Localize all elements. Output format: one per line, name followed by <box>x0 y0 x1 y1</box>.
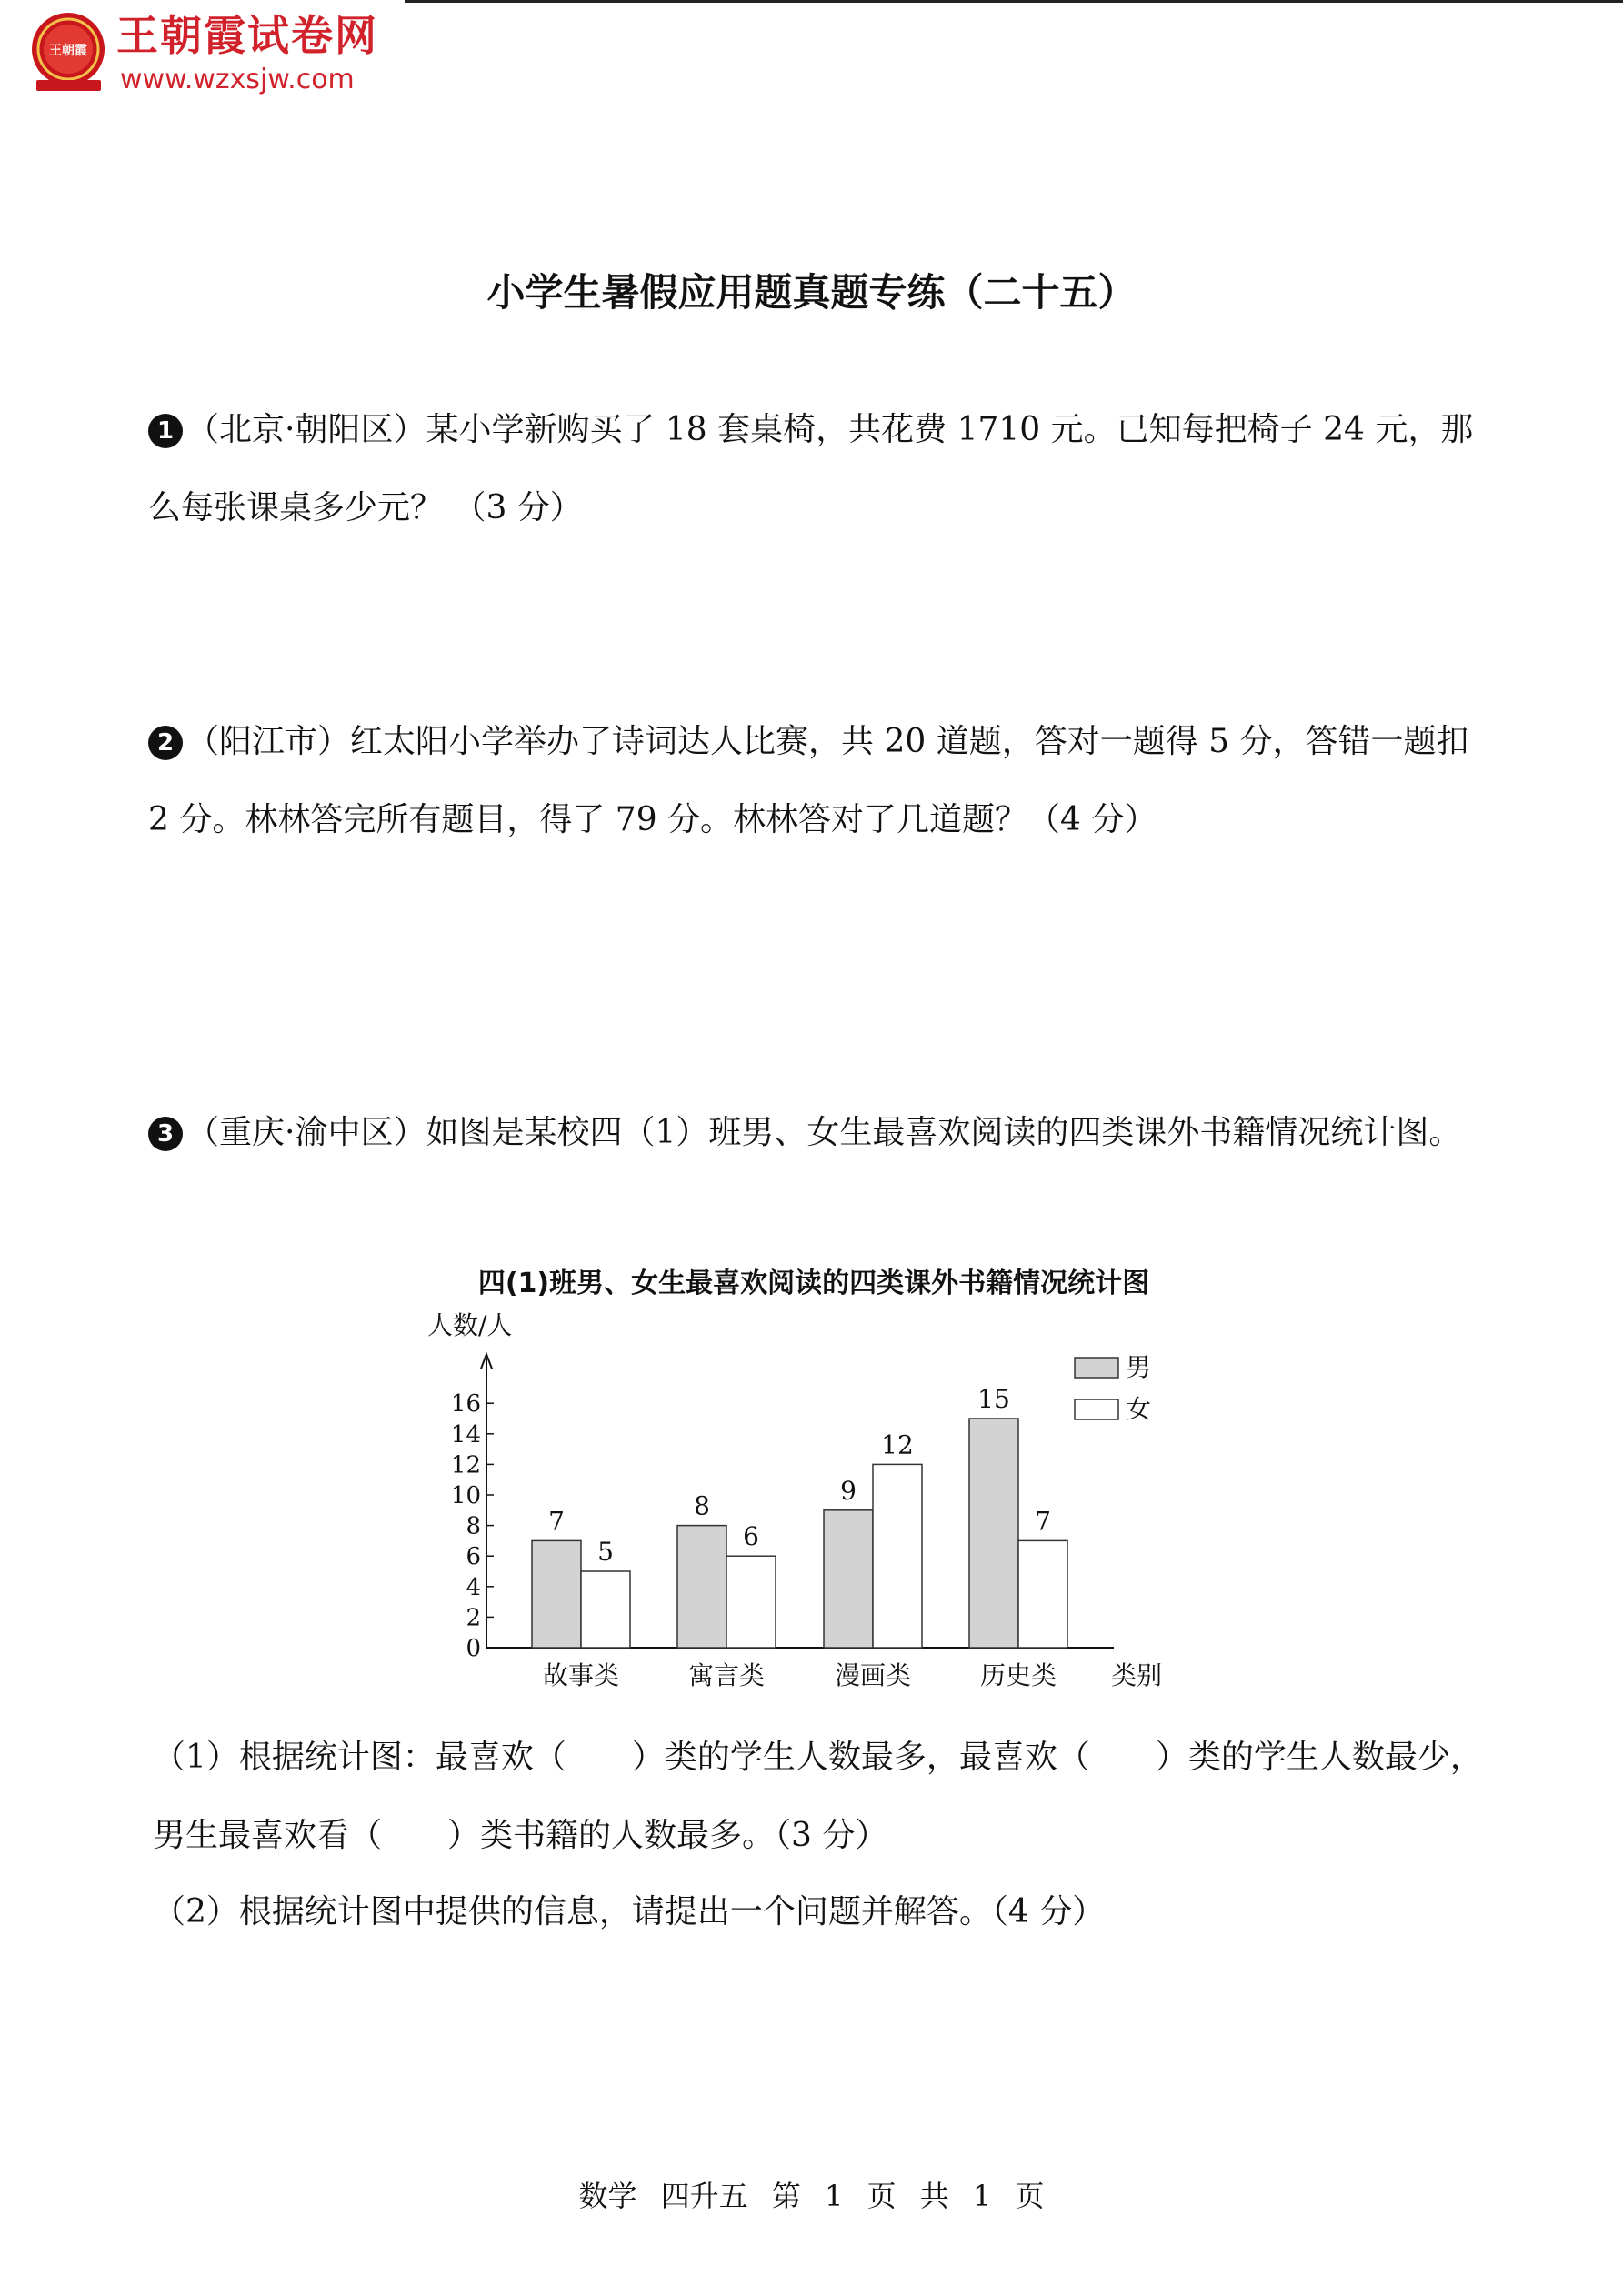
bar-boys <box>824 1510 873 1648</box>
brand-name: 王朝霞试卷网 <box>116 11 378 60</box>
bar-boys <box>532 1540 581 1648</box>
brand-url: www.wzxsjw.com <box>120 64 355 95</box>
x-tick-label: 历史类 <box>979 1660 1057 1690</box>
header-rule <box>405 0 1623 3</box>
question-number-badge: 3 <box>148 1117 183 1151</box>
question-text: （北京·朝阳区）某小学新购买了 18 套桌椅，共花费 1710 元。已知每把椅子 24 元，那么每张课桌多少元？ （3 分） <box>148 411 1474 526</box>
page-title: 小学生暑假应用题真题专练（二十五） <box>486 270 1137 315</box>
question-3 <box>148 1094 1494 1172</box>
legend-swatch <box>1075 1399 1118 1419</box>
x-axis-label: 类别 <box>1110 1660 1163 1690</box>
y-tick-label: 10 <box>450 1482 481 1509</box>
data-label: 8 <box>694 1490 710 1521</box>
sub-question-1: （1）根据统计图：最喜欢（ ）类的学生人数最多，最喜欢（ ）类的学生人数最少，男生最喜欢看（ ）类书籍的人数最多。（3 分） <box>153 1739 1483 1854</box>
x-tick-label: 故事类 <box>542 1660 620 1690</box>
y-tick-label: 12 <box>450 1451 481 1479</box>
bar-girls <box>581 1571 630 1648</box>
question-text: （重庆·渝中区）如图是某校四（1）班男、女生最喜欢阅读的四类课外书籍情况统计图。 <box>186 1114 1462 1151</box>
y-tick-label: 6 <box>466 1543 481 1571</box>
data-label: 15 <box>977 1384 1010 1414</box>
question-2 <box>148 703 1494 859</box>
question-1 <box>148 391 1494 547</box>
y-tick-label: 14 <box>450 1420 481 1449</box>
page-footer: 数学 四升五 第 1 页 共 1 页 <box>578 2179 1045 2213</box>
data-label: 7 <box>548 1506 565 1537</box>
question-number-badge: 2 <box>148 726 183 760</box>
bar-boys <box>677 1526 726 1648</box>
x-tick-label: 寓言类 <box>687 1660 766 1690</box>
legend-label: 女 <box>1126 1394 1152 1424</box>
y-axis-label: 人数/人 <box>427 1310 513 1340</box>
legend-label: 男 <box>1126 1352 1152 1382</box>
data-label: 5 <box>597 1537 614 1567</box>
data-label: 9 <box>840 1475 857 1506</box>
y-tick-label: 4 <box>466 1573 481 1601</box>
bar-girls <box>873 1464 922 1648</box>
question-number-badge: 1 <box>148 414 183 448</box>
chart-title: 四(1)班男、女生最喜欢阅读的四类课外书籍情况统计图 <box>477 1268 1150 1299</box>
y-tick-label: 2 <box>466 1604 481 1632</box>
data-label: 12 <box>881 1429 914 1460</box>
bar-girls <box>726 1556 776 1648</box>
bar-chart <box>391 1259 1237 1696</box>
legend-swatch <box>1075 1358 1118 1378</box>
logo-text: 王朝霞 <box>49 44 87 58</box>
data-label: 6 <box>743 1521 759 1552</box>
bar-girls <box>1018 1540 1067 1648</box>
sub-question-2: （2）根据统计图中提供的信息，请提出一个问题并解答。（4 分） <box>153 1893 1106 1930</box>
y-tick-label: 16 <box>450 1390 481 1419</box>
bar-boys <box>969 1419 1018 1648</box>
data-label: 7 <box>1035 1506 1051 1537</box>
x-tick-label: 漫画类 <box>834 1660 912 1690</box>
brand-logo-icon <box>25 9 112 95</box>
question-text: （阳江市）红太阳小学举办了诗词达人比赛，共 20 道题，答对一题得 5 分，答错一题扣 2 分。林林答完所有题目，得了 79 分。林林答对了几道题？（4 分） <box>148 723 1469 838</box>
y-tick-label: 0 <box>466 1635 481 1662</box>
y-tick-label: 8 <box>466 1512 481 1540</box>
